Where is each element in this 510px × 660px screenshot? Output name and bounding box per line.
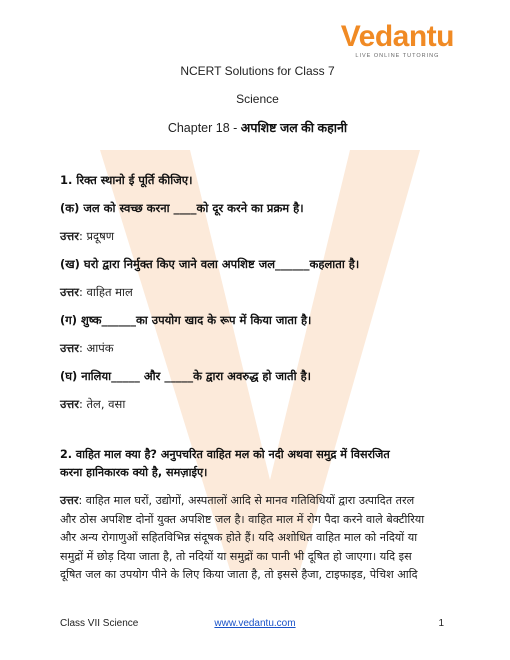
q1b-answer	[60, 284, 455, 301]
answer-label: उत्तर	[60, 341, 79, 355]
q1d-answer	[60, 396, 455, 413]
answer-label: उत्तर	[60, 494, 79, 507]
chapter-heading	[60, 119, 455, 136]
page-number: 1	[438, 618, 444, 629]
q1d-question: (घ) नालिया_____ और _____के द्वारा अवरुद्ध हो जाती है।	[60, 369, 312, 383]
answer-text: : वाहित माल	[78, 285, 133, 299]
logo-text: Vedantu	[340, 20, 454, 53]
footer-link-wrap	[0, 618, 510, 629]
answer-label: उत्तर	[60, 285, 79, 299]
q2-answer-line5: दूषित जल का उपयोग पीने के लिए किया जाता है, तो इससे हैजा, टाइफाइड, पेचिश आदि	[60, 568, 418, 581]
answer-text: : आपंक	[78, 341, 114, 355]
q1b-question: (ख) घरो द्वारा निर्मुक्त किए जाने वला अपशिष्ट जल______कहलाता है।	[60, 257, 360, 271]
answer-label: उत्तर	[60, 229, 79, 243]
doc-subject: Science	[236, 92, 279, 106]
vedantu-logo	[341, 22, 454, 59]
q1c-answer	[60, 340, 455, 357]
footer-class-label: Class VII Science	[60, 618, 139, 629]
answer-text: : वाहित माल घरों, उद्योगों, अस्पतालों आदि से मानव गतिविधियों द्वारा उत्पादित तरल	[78, 494, 415, 507]
chapter-title: अपशिष्ट जल की कहानी	[240, 121, 348, 135]
footer-website-link[interactable]: www.vedantu.com	[214, 618, 296, 629]
q2-answer	[60, 492, 455, 585]
q1a-question: (क) जल को स्वच्छ करना ____को दूर करने का प्रक्रम है।	[60, 201, 304, 215]
answer-text: : तेल, वसा	[78, 397, 126, 411]
doc-title: NCERT Solutions for Class 7	[180, 64, 335, 78]
q2-heading-line2: करना हानिकारक क्यो है, समज़ाईए।	[60, 466, 208, 479]
answer-label: उत्तर	[60, 397, 79, 411]
q2-answer-line4: समुद्रों में छोड़ दिया जाता है, तो नदियों या समुद्रों का पानी भी दूषित हो जाएगा। यदि इस	[60, 549, 412, 563]
q2-answer-line1	[60, 492, 455, 511]
q2-answer-line2: और ठोस अपशिष्ट दोनों युक्त अपशिष्ट जल है। वाहित माल में रोग पैदा करने वाले बेक्टीरिया	[60, 512, 425, 526]
q1c-question: (ग) शुष्क______का उपयोग खाद के रूप में किया जाता है।	[60, 313, 312, 327]
q1a-answer	[60, 228, 455, 245]
q1-heading: 1. रिक्त स्थानो ई पूर्ति कीजिए।	[60, 173, 193, 187]
logo-tagline: LIVE ONLINE TUTORING	[355, 53, 440, 59]
answer-text: : प्रदूषण	[78, 229, 115, 243]
chapter-prefix: Chapter 18 -	[167, 121, 241, 135]
q2-answer-line3: और अन्य रोगाणुओं सहितविभिन्न संदूषक होते हैं। यदि अशोधित वाहित माल को नदियों या	[60, 531, 418, 544]
q2-heading-line1: 2. वाहित माल क्या है? अनुपचरित वाहित मल को नदी अथवा समुद्र में विसरजित	[60, 448, 390, 461]
